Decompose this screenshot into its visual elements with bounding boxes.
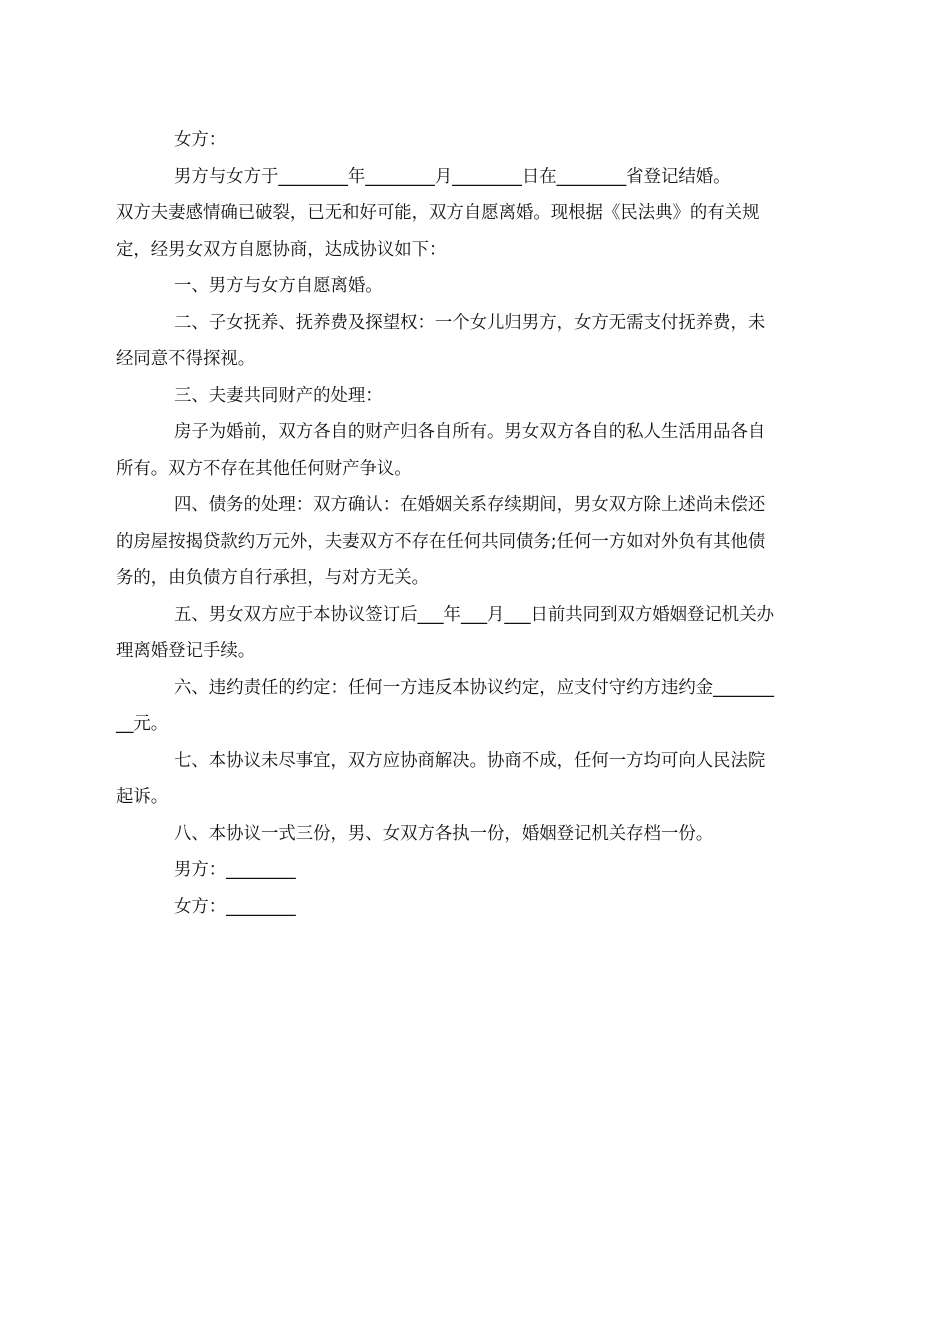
- clause-3-property: 房子为婚前，双方各自的财产归各自所有。男女双方各自的私人生活用品各自: [174, 422, 766, 442]
- clause-5-procedure-cont: 理离婚登记手续。: [116, 641, 256, 661]
- clause-7-disputes: 七、本协议未尽事宜，双方应协商解决。协商不成，任何一方均可向人民法院: [174, 750, 766, 771]
- line-marriage-registration: 男方与女方于________年________月________日在________省登记结婚。: [174, 166, 731, 187]
- signature-wife: 女方：________: [174, 896, 296, 917]
- signature-husband: 男方：________: [174, 860, 296, 880]
- clause-1-divorce: 一、男方与女方自愿离婚。: [174, 276, 383, 296]
- line-wife-header: 女方：: [174, 130, 227, 150]
- document-page: [116, 122, 836, 925]
- clause-2-custody: 二、子女抚养、抚养费及探望权：一个女儿归男方，女方无需支付抚养费，未: [174, 312, 766, 333]
- clause-4-debt: 四、债务的处理：双方确认：在婚姻关系存续期间，男女双方除上述尚未偿还: [174, 495, 766, 515]
- clause-4-debt-cont-1: 的房屋按揭贷款约万元外，夫妻双方不存在任何共同债务;任何一方如对外负有其他债: [116, 531, 766, 552]
- line-relationship-broken: 双方夫妻感情确已破裂，已无和好可能，双方自愿离婚。现根据《民法典》的有关规: [116, 203, 760, 223]
- line-agreement-reached: 定，经男女双方自愿协商，达成协议如下：: [116, 239, 447, 260]
- clause-3-property-cont: 所有。双方不存在其他任何财产争议。: [116, 458, 412, 479]
- clause-8-copies: 八、本协议一式三份，男、女双方各执一份，婚姻登记机关存档一份。: [174, 823, 714, 844]
- clause-6-breach: 六、违约责任的约定：任何一方违反本协议约定，应支付守约方违约金_______: [174, 677, 774, 698]
- clause-4-debt-cont-2: 务的，由负债方自行承担，与对方无关。: [116, 568, 430, 588]
- clause-6-breach-cont: __元。: [116, 714, 169, 734]
- clause-5-procedure: 五、男女双方应于本协议签订后___年___月___日前共同到双方婚姻登记机关办: [174, 604, 774, 625]
- clause-2-custody-cont: 经同意不得探视。: [116, 349, 256, 369]
- clause-3-property-heading: 三、夫妻共同财产的处理：: [174, 385, 383, 406]
- clause-7-disputes-cont: 起诉。: [116, 787, 169, 807]
